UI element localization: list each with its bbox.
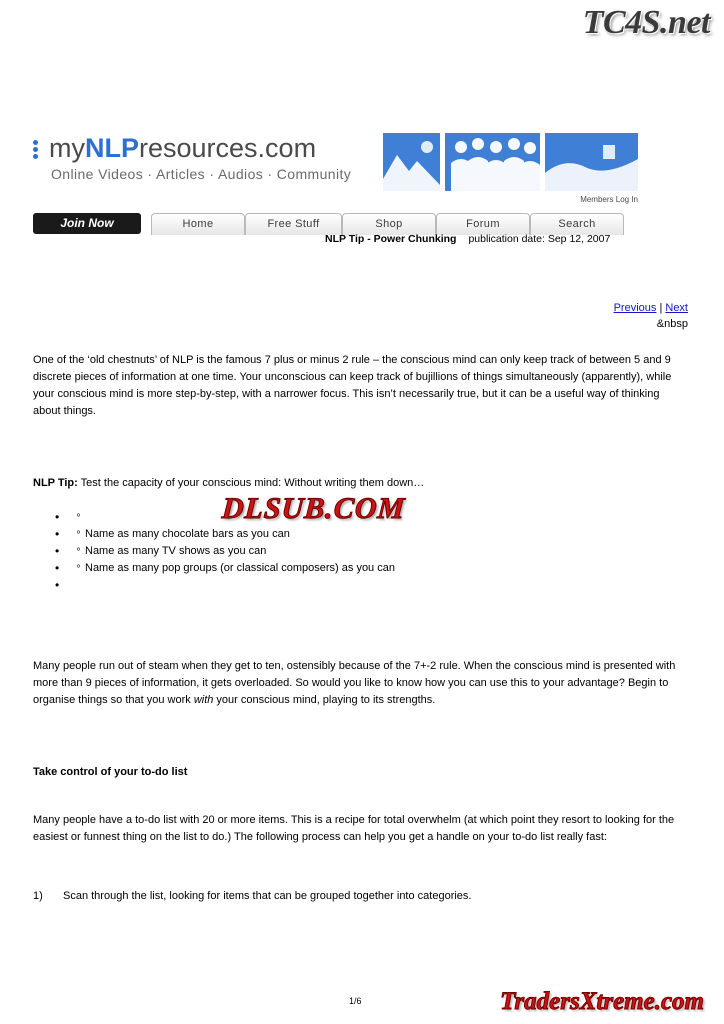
previous-link[interactable]: Previous [613,302,657,314]
people-group-icon [445,133,540,191]
list-item [55,577,683,594]
page-number: 1/6 [349,996,362,1006]
logo-prefix: my [49,133,85,163]
tradersxtreme-watermark: TradersXtreme.com [500,988,704,1015]
step-number: 1) [33,890,43,902]
todo-paragraph: Many people have a to-do list with 20 or more items. This is a recipe for total overwhelm (at which point they resort to looking for the easiest or funnest thing on the list to do.) The following process can help you get a handle on your to-do list really fast: [33,814,675,843]
spacer [33,798,683,812]
nlp-tip-label: NLP Tip: [33,477,78,489]
steam-paragraph [33,658,683,709]
numbered-step-1 [33,888,683,905]
nlp-tip-text: Test the capacity of your conscious mind: Without writing them down… [77,477,425,489]
spacer [33,437,683,475]
nav-item-shop[interactable]: Shop [342,213,436,235]
steam-text-part2: your conscious mind, playing to its strengths. [213,694,436,706]
page-title: NLP Tip - Power Chunking [325,233,457,245]
mountain-icon [383,133,440,191]
document-title-row [325,233,700,245]
publication-date: publication date: Sep 12, 2007 [468,233,611,245]
steam-text-part1: Many people run out of steam when they get to ten, ostensibly because of the 7+-2 rule. When the conscious mind is presented with more than 9 pieces of information, it gets overloaded. So would you like to know how you can use this to your advantage? Begin to organise things so that you work [33,660,676,706]
nav-item-free-stuff[interactable]: Free Stuff [245,213,342,235]
document-body [33,352,683,863]
steam-emphasis: with [193,694,214,706]
sub-marker: • º [77,512,80,521]
list-item-text: Name as many TV shows as you can [85,545,267,557]
nlp-tip-paragraph [33,475,683,492]
logo-text [33,133,378,163]
nav-item-forum[interactable]: Forum [436,213,530,235]
hillside-icon [545,133,638,191]
members-login-label[interactable]: Members Log In [580,195,638,204]
spacer [33,594,683,632]
next-link[interactable]: Next [665,302,688,314]
sub-marker: • º [77,563,80,572]
section-heading: Take control of your to-do list [33,766,188,778]
list-item-text: Name as many chocolate bars as you can [85,528,290,540]
list-item-text: Name as many pop groups (or classical composers) as you can [85,562,395,574]
logo-suffix: resources.com [139,133,317,163]
nav-item-search[interactable]: Search [530,213,624,235]
list-item [55,526,683,543]
site-logo[interactable] [33,133,378,182]
join-now-button[interactable]: Join Now [33,213,141,234]
tc4s-watermark: TC4S.net [582,4,710,41]
list-item [55,543,683,560]
header-tile-scene [545,133,638,191]
sub-marker: • º [77,546,80,555]
logo-tagline: Online Videos · Articles · Audios · Community [51,166,352,182]
spacer [33,726,683,764]
header-image-tiles [383,133,638,204]
step-text: Scan through the list, looking for items that can be grouped together into categories. [63,890,472,902]
sub-marker: • º [77,529,80,538]
nav-item-home[interactable]: Home [151,213,245,235]
list-item [55,560,683,577]
logo-nlp: NLP [85,133,139,163]
header-tile-landscape [383,133,440,191]
pager-separator: | [659,302,663,314]
header-tile-people [445,133,540,191]
pager [614,302,688,314]
intro-paragraph: One of the ‘old chestnuts’ of NLP is the famous 7 plus or minus 2 rule – the conscious mind can only keep track of between 5 and 9 discrete pieces of information at one time. Your unconscious can keep track of bujillions of things simultaneously (apparently), while your conscious mind is more step-by-step, with a narrower focus. This isn’t necessarily true, but it can be a useful way of thinking about things. [33,354,672,417]
spacer [33,632,683,658]
nbsp-text: &nbsp [656,318,688,330]
logo-dots-icon [33,138,47,161]
dlsub-watermark: DLSUB.COM [220,492,407,525]
